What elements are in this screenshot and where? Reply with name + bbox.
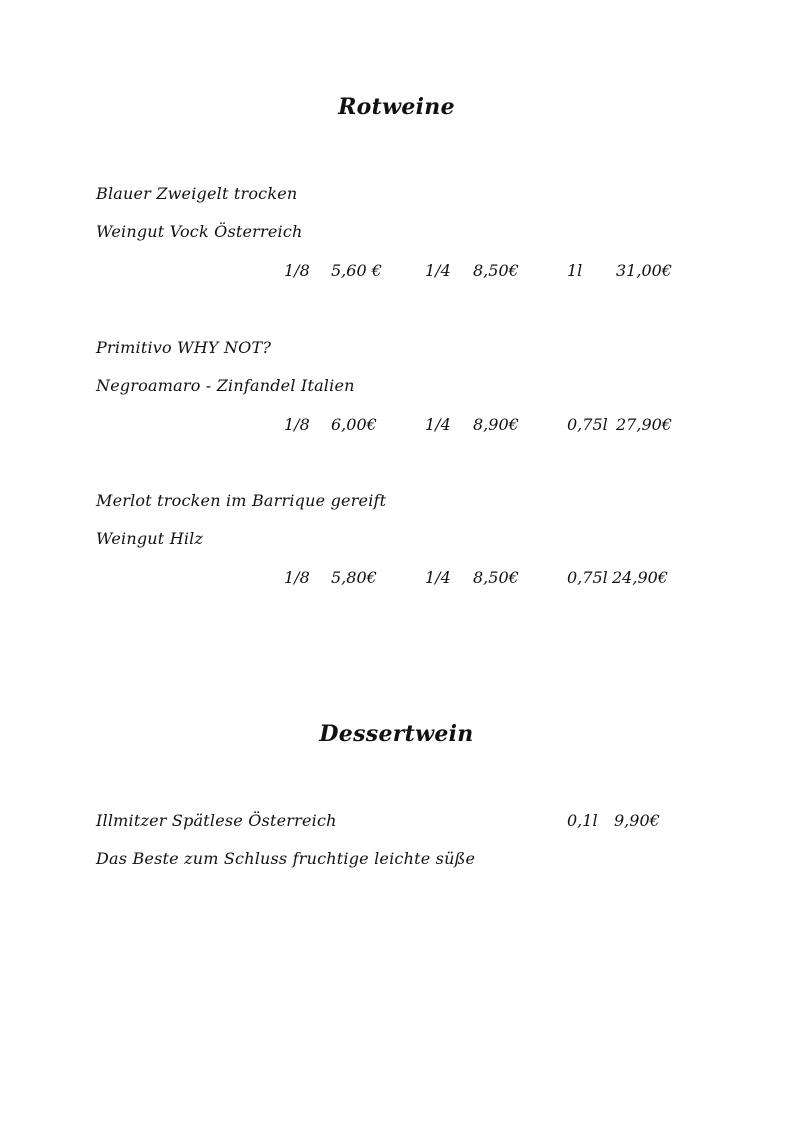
section-title-dessertwein: Dessertwein xyxy=(319,721,474,747)
wine-origin: Weingut Vock Österreich xyxy=(96,222,303,241)
size-label: 1l xyxy=(567,261,583,280)
price-value: 31,00€ xyxy=(616,261,672,280)
wine-origin: Weingut Hilz xyxy=(96,529,204,548)
size-label: 0,75l xyxy=(567,415,608,434)
size-label: 1/8 xyxy=(284,415,310,434)
price-value: 8,50€ xyxy=(473,568,519,587)
wine-name: Primitivo WHY NOT? xyxy=(96,338,272,357)
size-label: 0,1l xyxy=(567,811,598,830)
price-value: 6,00€ xyxy=(331,415,377,434)
size-label: 1/4 xyxy=(425,568,451,587)
wine-name: Merlot trocken im Barrique gereift xyxy=(96,491,387,510)
price-value: 5,60 € xyxy=(331,261,382,280)
size-label: 1/8 xyxy=(284,261,310,280)
price-value: 8,90€ xyxy=(473,415,519,434)
wine-origin: Negroamaro - Zinfandel Italien xyxy=(96,376,355,395)
size-label: 1/4 xyxy=(425,261,451,280)
wine-name: Blauer Zweigelt trocken xyxy=(96,184,298,203)
price-value: 27,90€ xyxy=(616,415,672,434)
section-title-rotweine: Rotweine xyxy=(338,94,455,120)
price-value: 5,80€ xyxy=(331,568,377,587)
size-label: 1/8 xyxy=(284,568,310,587)
price-value: 8,50€ xyxy=(473,261,519,280)
size-label: 0,75l xyxy=(567,568,608,587)
size-label: 1/4 xyxy=(425,415,451,434)
price-value: 24,90€ xyxy=(612,568,668,587)
price-value: 9,90€ xyxy=(614,811,660,830)
wine-name: Illmitzer Spätlese Österreich xyxy=(96,811,337,830)
wine-description: Das Beste zum Schluss fruchtige leichte süße xyxy=(96,849,476,868)
